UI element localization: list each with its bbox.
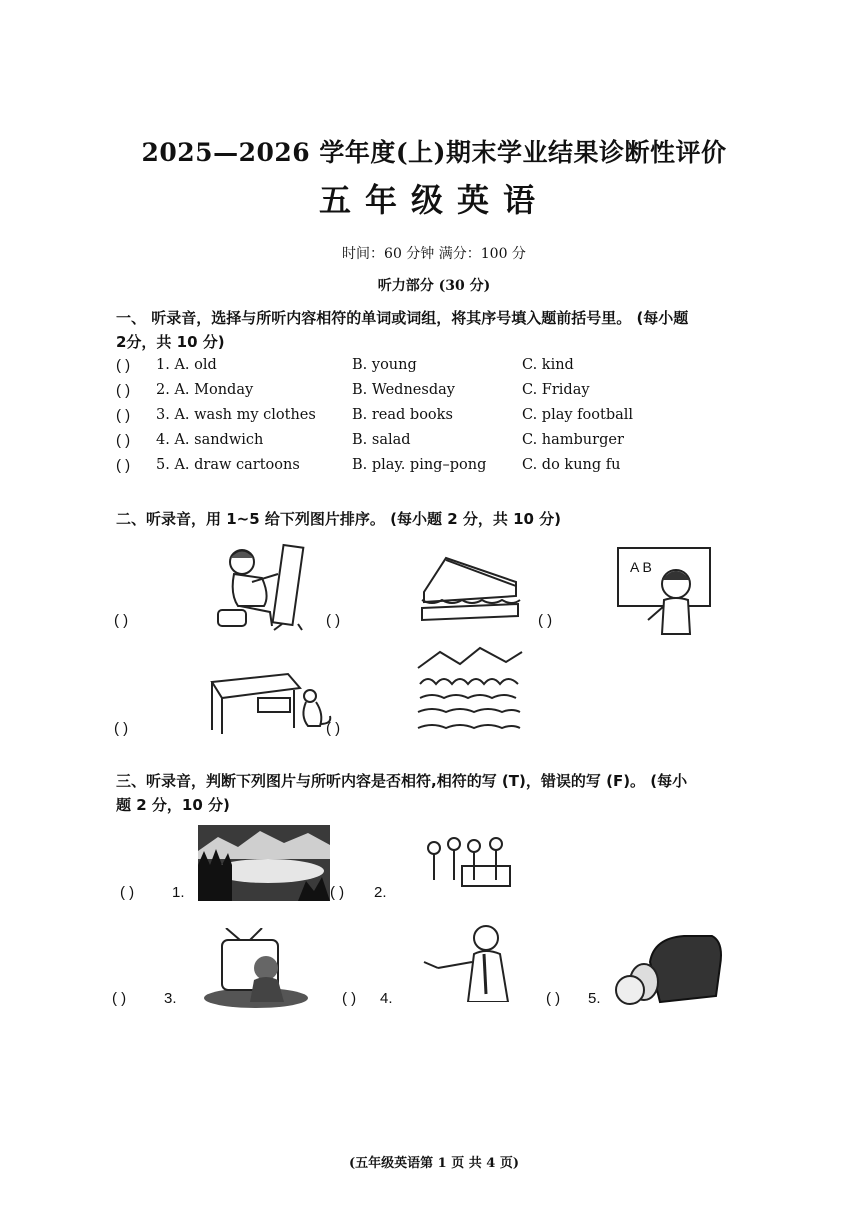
option-c: C. play football xyxy=(522,407,634,423)
item-label: 3. xyxy=(164,990,177,1007)
answer-blank[interactable]: ( ) xyxy=(116,357,131,374)
option-a: 3. A. wash my clothes xyxy=(156,407,316,423)
subject-title: 五年级英语 xyxy=(318,181,549,219)
order-blank[interactable]: ( ) xyxy=(114,612,129,629)
option-a: 5. A. draw cartoons xyxy=(156,457,300,473)
tf-blank[interactable]: ( ) xyxy=(342,990,357,1007)
bread-picture xyxy=(610,932,724,1008)
order-blank[interactable]: ( ) xyxy=(114,720,129,737)
order-blank[interactable]: ( ) xyxy=(326,612,341,629)
order-blank[interactable]: ( ) xyxy=(538,612,553,629)
answer-blank[interactable]: ( ) xyxy=(116,407,131,424)
question-row xyxy=(116,432,756,456)
option-b: B. salad xyxy=(352,432,411,448)
item-label: 5. xyxy=(588,990,601,1007)
option-c: C. hamburger xyxy=(522,432,624,448)
item-label: 1. xyxy=(172,884,185,901)
option-a: 1. A. old xyxy=(156,357,217,373)
river-landscape-picture xyxy=(414,640,526,740)
board-text: A B xyxy=(630,559,652,575)
section1-instruction: 一、 听录音，选择与所听内容相符的单词或词组，将其序号填入题前括号里。 (每小题 2分，共 10 分) xyxy=(116,309,689,351)
question-row xyxy=(116,407,756,431)
question-row xyxy=(116,457,756,481)
teacher-pointing-picture xyxy=(420,922,524,1002)
option-b: B. play. ping–pong xyxy=(352,457,487,473)
section3-instruction: 三、听录音，判断下列图片与所听内容是否相符,相符的写 (T)，错误的写 (F)。 (每小 题 2 分，10 分) xyxy=(116,772,688,814)
teacher-board-picture xyxy=(614,544,714,636)
tv-watching-picture xyxy=(200,928,310,1010)
lake-picture xyxy=(198,825,330,901)
tf-blank[interactable]: ( ) xyxy=(330,884,345,901)
exam-meta: 时间：60 分钟 满分：100 分 xyxy=(342,246,526,262)
answer-blank[interactable]: ( ) xyxy=(116,432,131,449)
answer-blank[interactable]: ( ) xyxy=(116,457,131,474)
listening-part-heading: 听力部分 (30 分) xyxy=(377,278,491,294)
order-blank[interactable]: ( ) xyxy=(326,720,341,737)
option-a: 4. A. sandwich xyxy=(156,432,264,448)
option-c: C. kind xyxy=(522,357,574,373)
tf-blank[interactable]: ( ) xyxy=(112,990,127,1007)
page-footer: (五年级英语第 1 页 共 4 页) xyxy=(348,1156,520,1171)
option-c: C. do kung fu xyxy=(522,457,621,473)
desk-cat-picture xyxy=(208,668,341,738)
tf-blank[interactable]: ( ) xyxy=(120,884,135,901)
question-row xyxy=(116,357,756,381)
answer-blank[interactable]: ( ) xyxy=(116,382,131,399)
option-b: B. Wednesday xyxy=(352,382,455,398)
item-label: 4. xyxy=(380,990,393,1007)
boy-drawing-picture xyxy=(212,540,307,632)
option-b: B. young xyxy=(352,357,417,373)
option-c: C. Friday xyxy=(522,382,590,398)
exam-title: 2025—2026 学年度(上)期末学业结果诊断性评价 xyxy=(141,138,727,167)
children-picture xyxy=(418,830,514,896)
section2-instruction: 二、听录音，用 1~5 给下列图片排序。 (每小题 2 分，共 10 分) xyxy=(116,510,562,528)
question-row xyxy=(116,382,756,406)
sandwich-picture xyxy=(416,552,526,624)
item-label: 2. xyxy=(374,884,387,901)
option-a: 2. A. Monday xyxy=(156,382,254,398)
option-b: B. read books xyxy=(352,407,453,423)
tf-blank[interactable]: ( ) xyxy=(546,990,561,1007)
